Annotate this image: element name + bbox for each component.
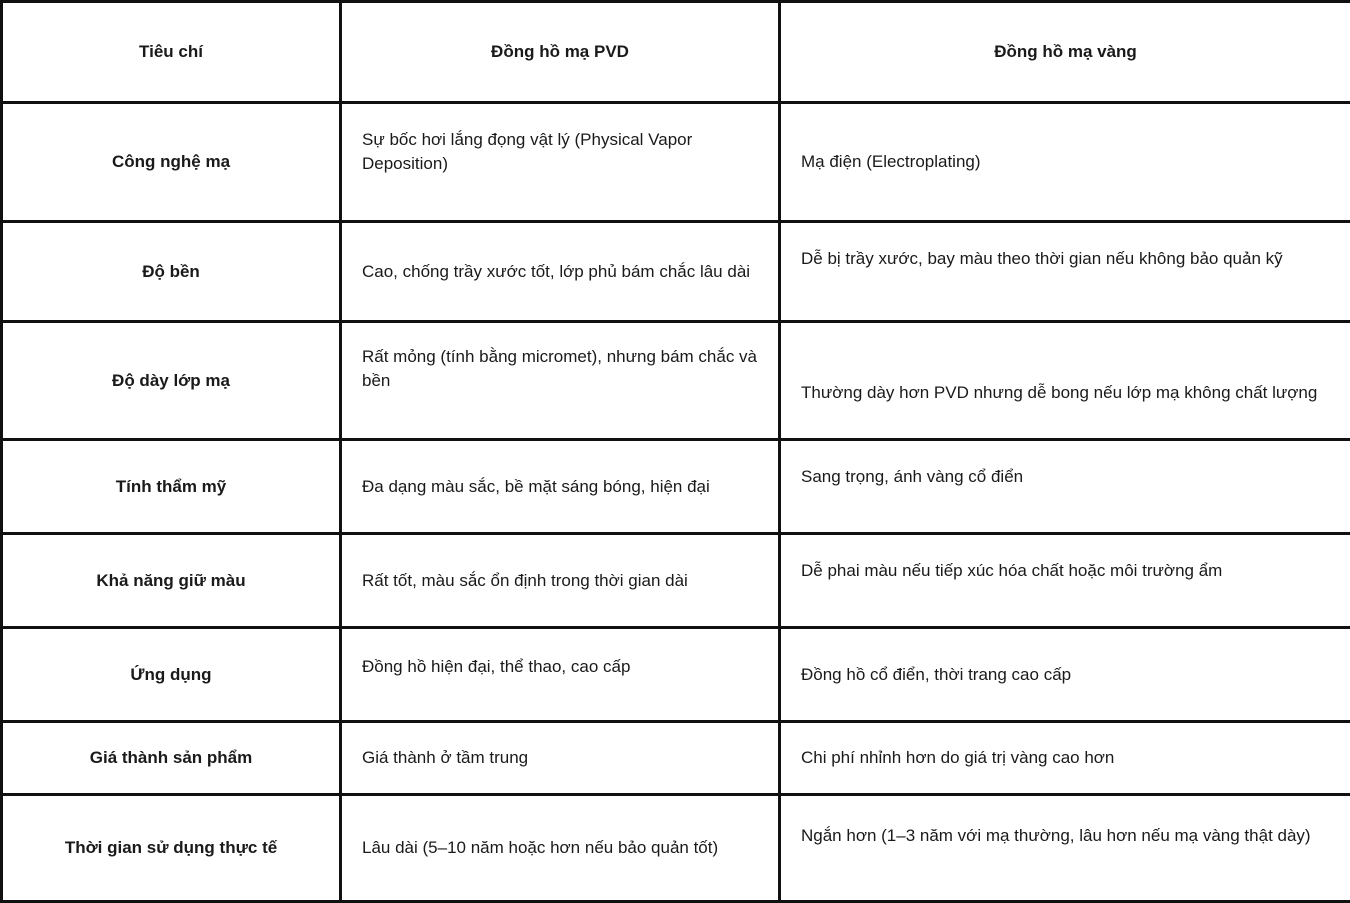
header-gold: Đồng hồ mạ vàng [780, 2, 1350, 103]
gold-cell: Mạ điện (Electroplating) [780, 103, 1350, 222]
gold-cell: Ngắn hơn (1–3 năm với mạ thường, lâu hơn nếu mạ vàng thật dày) [780, 795, 1350, 902]
gold-cell: Dễ bị trầy xước, bay màu theo thời gian nếu không bảo quản kỹ [780, 222, 1350, 322]
pvd-cell: Giá thành ở tầm trung [341, 722, 780, 795]
table-row [2, 103, 1350, 222]
table-row [2, 222, 1350, 322]
table-row [2, 628, 1350, 722]
criteria-cell: Thời gian sử dụng thực tế [2, 795, 341, 902]
header-pvd: Đồng hồ mạ PVD [341, 2, 780, 103]
pvd-cell: Đồng hồ hiện đại, thể thao, cao cấp [341, 628, 780, 722]
table-row [2, 722, 1350, 795]
table-row [2, 795, 1350, 902]
criteria-cell: Độ dày lớp mạ [2, 322, 341, 440]
pvd-cell: Lâu dài (5–10 năm hoặc hơn nếu bảo quản tốt) [341, 795, 780, 902]
pvd-cell: Rất tốt, màu sắc ổn định trong thời gian dài [341, 534, 780, 628]
table-row [2, 322, 1350, 440]
pvd-cell: Sự bốc hơi lắng đọng vật lý (Physical Vapor Deposition) [341, 103, 780, 222]
criteria-cell: Công nghệ mạ [2, 103, 341, 222]
pvd-cell: Đa dạng màu sắc, bề mặt sáng bóng, hiện đại [341, 440, 780, 534]
table-row [2, 440, 1350, 534]
gold-cell: Chi phí nhỉnh hơn do giá trị vàng cao hơn [780, 722, 1350, 795]
criteria-cell: Khả năng giữ màu [2, 534, 341, 628]
pvd-cell: Rất mỏng (tính bằng micromet), nhưng bám chắc và bền [341, 322, 780, 440]
pvd-cell: Cao, chống trầy xước tốt, lớp phủ bám chắc lâu dài [341, 222, 780, 322]
header-row [2, 2, 1350, 103]
header-criteria: Tiêu chí [2, 2, 341, 103]
gold-cell: Thường dày hơn PVD nhưng dễ bong nếu lớp mạ không chất lượng [780, 322, 1350, 440]
table-row [2, 534, 1350, 628]
criteria-cell: Tính thẩm mỹ [2, 440, 341, 534]
gold-cell: Dễ phai màu nếu tiếp xúc hóa chất hoặc môi trường ẩm [780, 534, 1350, 628]
gold-cell: Đồng hồ cổ điển, thời trang cao cấp [780, 628, 1350, 722]
gold-cell: Sang trọng, ánh vàng cổ điển [780, 440, 1350, 534]
criteria-cell: Độ bền [2, 222, 341, 322]
criteria-cell: Giá thành sản phẩm [2, 722, 341, 795]
criteria-cell: Ứng dụng [2, 628, 341, 722]
